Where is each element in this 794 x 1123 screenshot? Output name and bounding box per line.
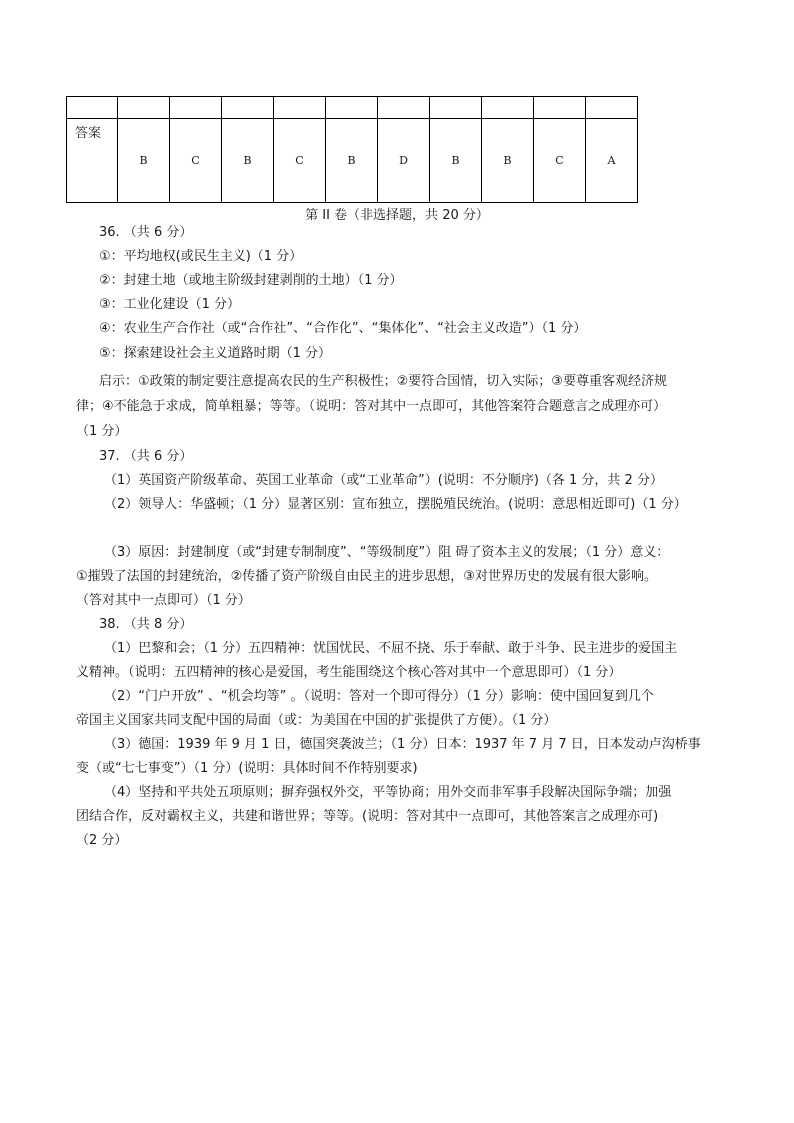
section-title: 第 II 卷（非选择题，共 20 分）	[305, 208, 489, 223]
answer-cell: B	[222, 119, 274, 203]
answer-table	[66, 96, 638, 203]
answer-cell: A	[586, 119, 638, 203]
q38-part-1: 义精神。（说明：五四精神的核心是爱国，考生能围绕这个核心答对其中一个意思即可）（1 分）	[76, 665, 622, 680]
q38-part-1: （1）巴黎和会；（1 分）五四精神：忧国忧民、不屈不挠、乐于奉献、敢于斗争、民主进步的爱国主	[104, 641, 678, 656]
q36-insight: 律；④不能急于求成，简单粗暴；等等。（说明：答对其中一点即可，其他答案符合题意言之成理亦可）	[76, 399, 667, 414]
q37-part-1: （1）英国资产阶级革命、英国工业革命（或“工业革命”）(说明：不分顺序)（各 1 分，共 2 分）	[104, 473, 663, 488]
q37-part-3: （答对其中一点即可）（1 分）	[76, 593, 251, 608]
header-cell	[170, 97, 222, 119]
q38-part-2: 帝国主义国家共同支配中国的局面（或：为美国在中国的扩张提供了方便）。（1 分）	[76, 713, 557, 728]
answer-cell: B	[430, 119, 482, 203]
answer-label: 答案	[67, 119, 118, 203]
q36-item: ②：封建土地（或地主阶级封建剥削的土地）（1 分）	[99, 273, 403, 288]
answer-cell: B	[482, 119, 534, 203]
q36-item: ④：农业生产合作社（或“合作社”、“合作化”、“集体化”、“社会主义改造”）（1 分）	[99, 321, 587, 336]
header-cell	[326, 97, 378, 119]
q36-item: ⑤：探索建设社会主义道路时期（1 分）	[99, 346, 332, 361]
q38-part-3: （3）德国：1939 年 9 月 1 日，德国突袭波兰；（1 分）日本：1937 年 7 月 7 日，日本发动卢沟桥事	[104, 737, 701, 752]
q38-part-4: 团结合作，反对霸权主义，共建和谐世界；等等。(说明：答对其中一点即可，其他答案言之成理亦可)	[76, 809, 659, 824]
q36-title: 36. （共 6 分）	[99, 225, 193, 240]
q36-insight: 启示：①政策的制定要注意提高农民的生产积极性；②要符合国情，切入实际；③要尊重客观经济规	[99, 374, 667, 389]
answer-cell: B	[118, 119, 170, 203]
answer-row	[67, 119, 638, 203]
answer-cell: D	[378, 119, 430, 203]
q38-part-4: （2 分）	[76, 833, 128, 848]
header-cell	[586, 97, 638, 119]
header-cell	[274, 97, 326, 119]
answer-cell: C	[274, 119, 326, 203]
q36-item: ①：平均地权(或民生主义)（1 分）	[99, 249, 303, 264]
q38-title: 38. （共 8 分）	[99, 617, 193, 632]
q38-part-4: （4）坚持和平共处五项原则；摒弃强权外交，平等协商；用外交而非军事手段解决国际争端；加强	[104, 785, 672, 800]
answer-cell: C	[534, 119, 586, 203]
table-header-row	[67, 97, 638, 119]
answer-cell: C	[170, 119, 222, 203]
header-cell	[222, 97, 274, 119]
q36-insight: （1 分）	[76, 424, 128, 439]
header-cell	[118, 97, 170, 119]
answer-cell: B	[326, 119, 378, 203]
q37-title: 37. （共 6 分）	[99, 449, 193, 464]
q38-part-2: （2）“门户开放” 、“机会均等” 。（说明：答对一个即可得分）（1 分）影响：使中国回复到几个	[104, 689, 654, 704]
q37-part-2: （2）领导人：华盛顿；（1 分）显著区别：宣布独立，摆脱殖民统治。(说明：意思相近即可)（1 分）	[104, 497, 687, 512]
q37-part-3: （3）原因：封建制度（或“封建专制制度”、“等级制度”）阻 碍了资本主义的发展；（1 分）意义：	[104, 545, 670, 560]
header-cell	[430, 97, 482, 119]
q36-item: ③：工业化建设（1 分）	[99, 297, 241, 312]
q38-part-3: 变（或“七七事变”）（1 分）(说明：具体时间不作特别要求)	[76, 761, 418, 776]
header-cell	[534, 97, 586, 119]
header-cell	[67, 97, 118, 119]
header-cell	[378, 97, 430, 119]
q37-part-3: ①摧毁了法国的封建统治，②传播了资产阶级自由民主的进步思想，③对世界历史的发展有很大影响。	[76, 569, 657, 584]
header-cell	[482, 97, 534, 119]
